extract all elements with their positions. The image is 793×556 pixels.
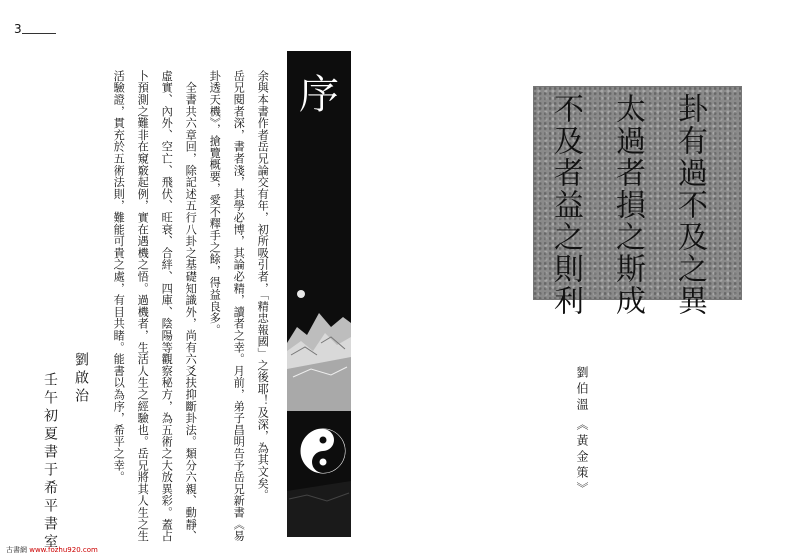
preface-line-2: 岳兄閱者深，書者淺，其學必博，其論必精，讀者之幸。月前，弟子昌明告予岳兄新書《易 [232, 70, 246, 542]
calligraphy-line-2: 太過者損之斯成 [610, 93, 645, 317]
footer-watermark [6, 545, 98, 555]
preface-line-7: 活驗證，貫充於五術法則，難能可貴之處，有目共睹。能書以為序，希平之幸。 [112, 70, 126, 483]
preface-line-4: 全書共六章回，除記述五行八卦之基礎知識外，尚有六爻扶抑斷卦法。類分六親、動靜、 [184, 70, 198, 542]
preface-line-6: 卜預測之難非在窺竅起例，實在遇機之悟。過機者，生活人生之經驗也。岳兄將其人生之生 [136, 70, 150, 542]
attribution-author: 劉伯溫 [575, 366, 589, 414]
preface-banner [287, 51, 351, 537]
page-number: 3 [14, 22, 22, 36]
footer-site-link[interactable]: www.fozhu920.com [29, 546, 98, 554]
preface-line-1: 余與本書作者岳兄論交有年，初所吸引者，「精忠報國」之後耶！及深，為其文矣。 [256, 70, 270, 501]
calligraphy-line-3: 不及者益之則利 [548, 93, 583, 317]
preface-line-3: 卦透天機》，搶覽概要，愛不釋手之餘，得益良多。 [208, 70, 222, 336]
preface-date-place: 壬午初夏書于希平書室 [42, 372, 58, 552]
yin-yang-icon [301, 429, 345, 473]
calligraphy-line-1: 卦有過不及之異 [672, 93, 707, 317]
preface-line-5: 虛實、內外、空亡、飛伏、旺衰、合絆、四庫、陰陽等觀察秘方，為五術之大放異彩。蓋占 [160, 70, 174, 542]
preface-author-name: 劉啟治 [73, 352, 89, 406]
preface-title: 序 [299, 72, 339, 118]
attribution-work: 《黃金策》 [575, 418, 589, 498]
mountain-yin-yang-illustration [287, 51, 351, 537]
footer-prefix: 古書網 [6, 546, 30, 554]
calligraphy-panel [533, 86, 742, 317]
page-rule [22, 33, 56, 34]
